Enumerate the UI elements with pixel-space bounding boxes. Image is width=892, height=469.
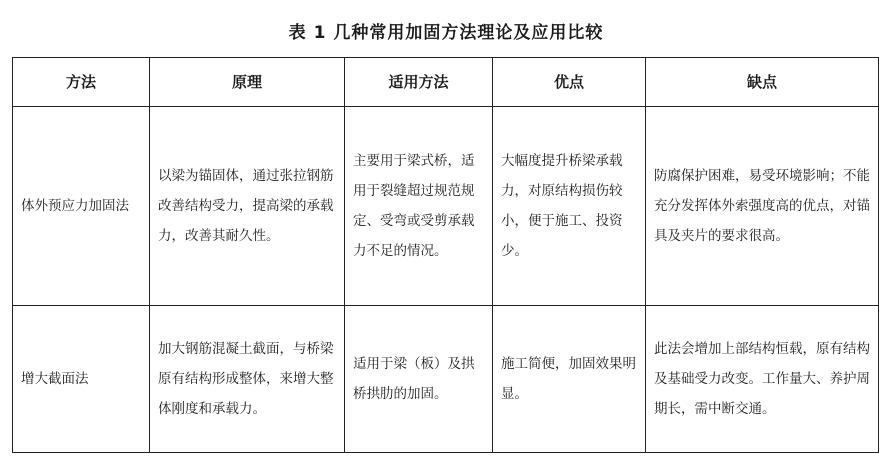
- cell-principle: 以梁为锚固体，通过张拉钢筋改善结构受力，提高梁的承载力，改善其耐久性。: [150, 107, 345, 306]
- cell-scope: 适用于梁（板）及拱桥拱肋的加固。: [345, 306, 493, 453]
- cell-advantages: 施工简便，加固效果明显。: [493, 306, 646, 453]
- header-principle: 原理: [150, 58, 345, 107]
- header-advantages: 优点: [493, 58, 646, 107]
- header-scope: 适用方法: [345, 58, 493, 107]
- header-row: [13, 58, 879, 107]
- table-row: [13, 107, 879, 306]
- cell-disadvantages: 此法会增加上部结构恒载，原有结构及基础受力改变。工作量大、养护周期长，需中断交通。: [646, 306, 879, 453]
- table-title: 表 1 几种常用加固方法理论及应用比较: [288, 23, 604, 43]
- header-disadvantages: 缺点: [646, 58, 879, 107]
- cell-method: 体外预应力加固法: [13, 107, 150, 306]
- table-row: [13, 306, 879, 453]
- cell-scope: 主要用于梁式桥，适用于裂缝超过规范规定、受弯或受剪承载力不足的情况。: [345, 107, 493, 306]
- cell-disadvantages: 防腐保护困难，易受环境影响；不能充分发挥体外索强度高的优点，对锚具及夹片的要求很高。: [646, 107, 879, 306]
- cell-advantages: 大幅度提升桥梁承载力，对原结构损伤较小，便于施工、投资少。: [493, 107, 646, 306]
- cell-principle: 加大钢筋混凝土截面，与桥梁原有结构形成整体，来增大整体刚度和承载力。: [150, 306, 345, 453]
- header-method: 方法: [13, 58, 150, 107]
- comparison-table: [12, 57, 879, 453]
- cell-method: 增大截面法: [13, 306, 150, 453]
